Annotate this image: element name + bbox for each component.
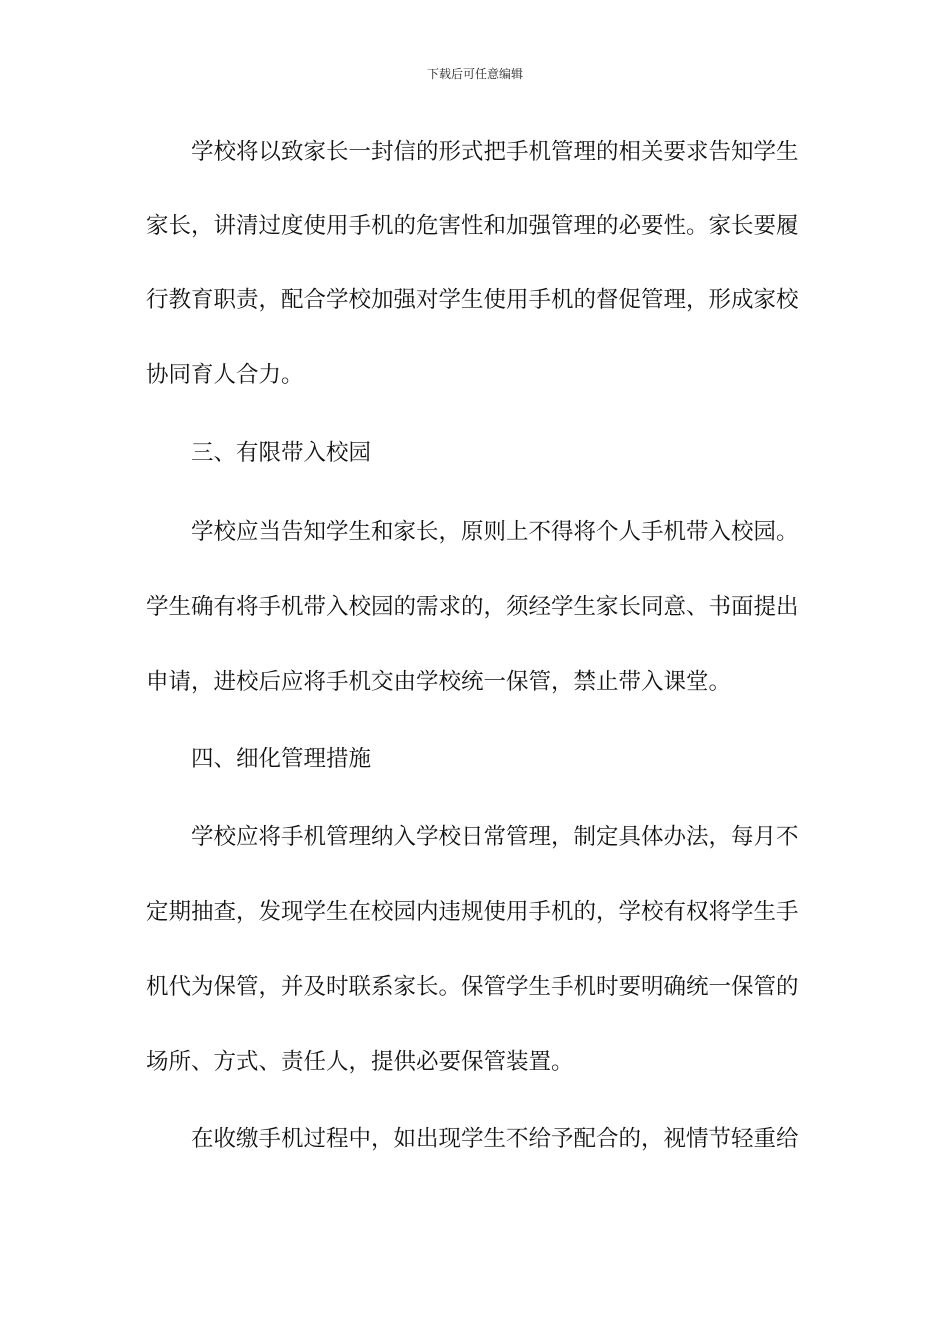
paragraph-line: 协同育人合力。	[146, 362, 304, 388]
paragraph-line: 在收缴手机过程中，如出现学生不给予配合的，视情节轻重给	[191, 1126, 799, 1152]
section-heading: 三、有限带入校园	[191, 440, 372, 466]
paragraph-line: 定期抽查，发现学生在校园内违规使用手机的，学校有权将学生手	[146, 899, 799, 925]
page-header-note: 下载后可任意编辑	[426, 67, 523, 81]
paragraph-line: 场所、方式、责任人，提供必要保管装置。	[146, 1049, 574, 1075]
paragraph-line: 学校将以致家长一封信的形式把手机管理的相关要求告知学生	[191, 139, 799, 165]
paragraph-line: 行教育职责，配合学校加强对学生使用手机的督促管理，形成家校	[146, 287, 799, 313]
paragraph-line: 家长，讲清过度使用手机的危害性和加强管理的必要性。家长要履	[146, 213, 799, 239]
section-heading: 四、细化管理措施	[191, 746, 372, 772]
paragraph-line: 学校应当告知学生和家长，原则上不得将个人手机带入校园。	[191, 519, 799, 545]
paragraph-line: 学校应将手机管理纳入学校日常管理，制定具体办法，每月不	[191, 824, 799, 850]
paragraph-line: 申请，进校后应将手机交由学校统一保管，禁止带入课堂。	[146, 669, 732, 695]
paragraph-line: 学生确有将手机带入校园的需求的，须经学生家长同意、书面提出	[146, 594, 799, 620]
paragraph-line: 机代为保管，并及时联系家长。保管学生手机时要明确统一保管的	[146, 974, 799, 1000]
